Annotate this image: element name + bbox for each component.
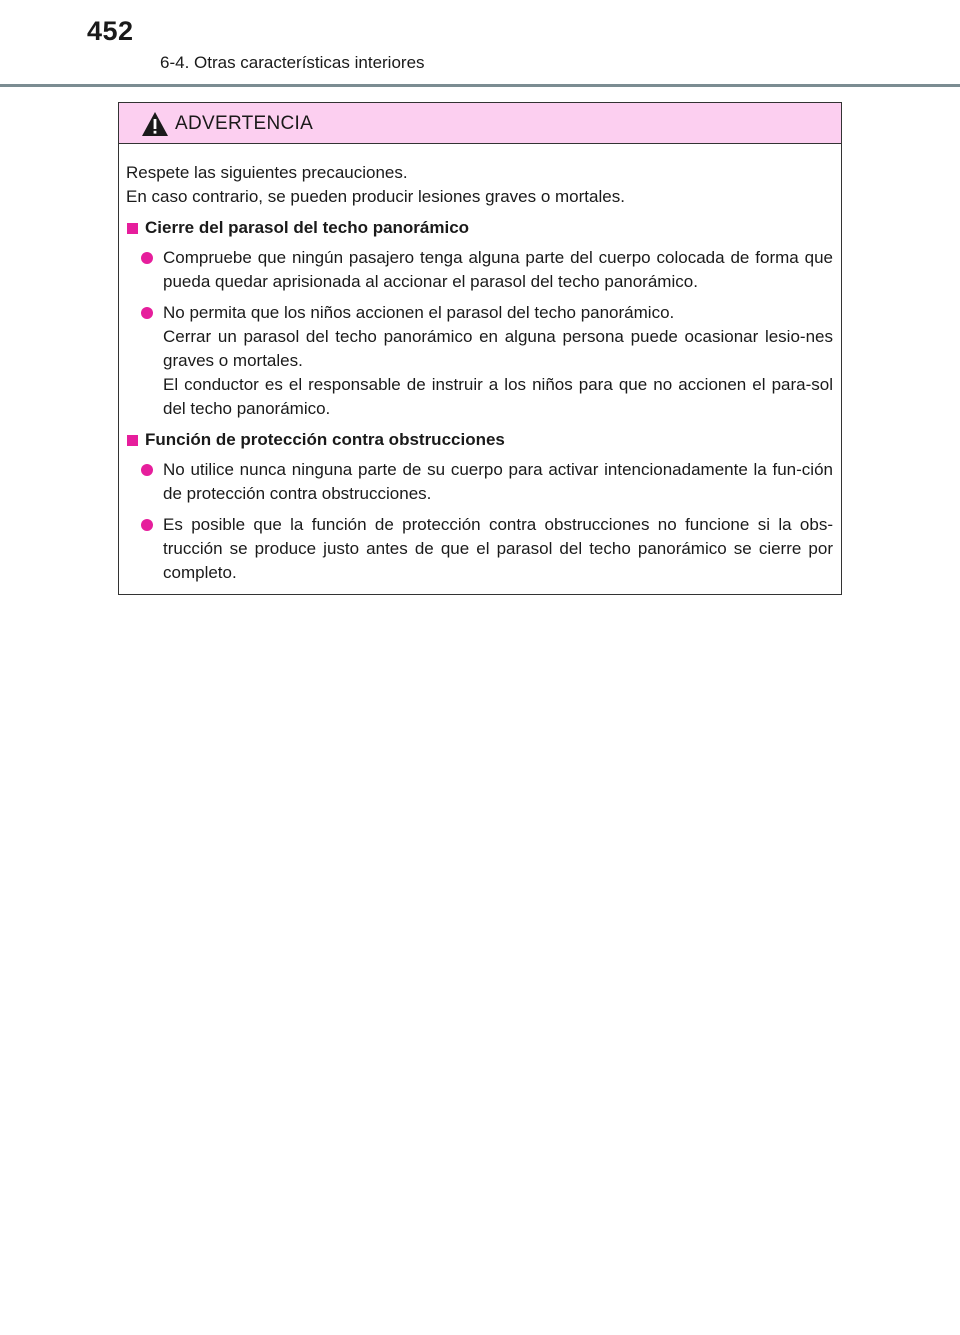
header-rule xyxy=(0,84,960,87)
bullet-paragraph: El conductor es el responsable de instruir a los niños para que no accionen el para-sol del techo panorámico. xyxy=(163,375,833,418)
subsection-heading-text: Función de protección contra obstrucciones xyxy=(145,430,505,449)
bullet-item xyxy=(126,458,833,506)
warning-subsection xyxy=(126,216,833,421)
square-bullet-icon xyxy=(127,223,138,234)
warning-body xyxy=(119,144,841,585)
warning-subsection xyxy=(126,428,833,585)
bullet-paragraph: Cerrar un parasol del techo panorámico en alguna persona puede ocasionar lesio-nes graves o mortales. xyxy=(163,327,833,370)
circle-bullet-icon xyxy=(141,307,153,319)
subsection-heading-text: Cierre del parasol del techo panorámico xyxy=(145,218,470,237)
warning-triangle-icon xyxy=(141,111,169,137)
bullet-item xyxy=(126,513,833,585)
bullet-item xyxy=(126,301,833,421)
bullet-paragraph: Compruebe que ningún pasajero tenga alguna parte del cuerpo colocada de forma que pueda quedar aprisionada al accionar el parasol del techo panorámico. xyxy=(163,248,833,291)
warning-intro xyxy=(126,161,833,209)
page-header xyxy=(0,0,960,88)
page-number: 452 xyxy=(87,16,134,46)
circle-bullet-icon xyxy=(141,252,153,264)
warning-title: ADVERTENCIA xyxy=(175,113,314,134)
section-title: 6-4. Otras características interiores xyxy=(160,53,425,72)
subsection-heading xyxy=(126,216,833,240)
intro-line: En caso contrario, se pueden producir lesiones graves o mortales. xyxy=(126,187,625,206)
warning-header xyxy=(119,103,841,144)
warning-box xyxy=(118,102,842,595)
bullet-paragraph: Es posible que la función de protección contra obstrucciones no funcione si la obs-trucción se produce justo antes de que el parasol del techo panorámico se cierre por completo. xyxy=(163,515,833,582)
square-bullet-icon xyxy=(127,435,138,446)
bullet-paragraph: No utilice nunca ninguna parte de su cuerpo para activar intencionadamente la fun-ción de protección contra obstrucciones. xyxy=(163,460,833,503)
circle-bullet-icon xyxy=(141,519,153,531)
bullet-item xyxy=(126,246,833,294)
subsection-heading xyxy=(126,428,833,452)
warning-sections xyxy=(126,216,833,585)
intro-line: Respete las siguientes precauciones. xyxy=(126,163,408,182)
bullet-paragraph: No permita que los niños accionen el parasol del techo panorámico. xyxy=(163,303,675,322)
circle-bullet-icon xyxy=(141,464,153,476)
